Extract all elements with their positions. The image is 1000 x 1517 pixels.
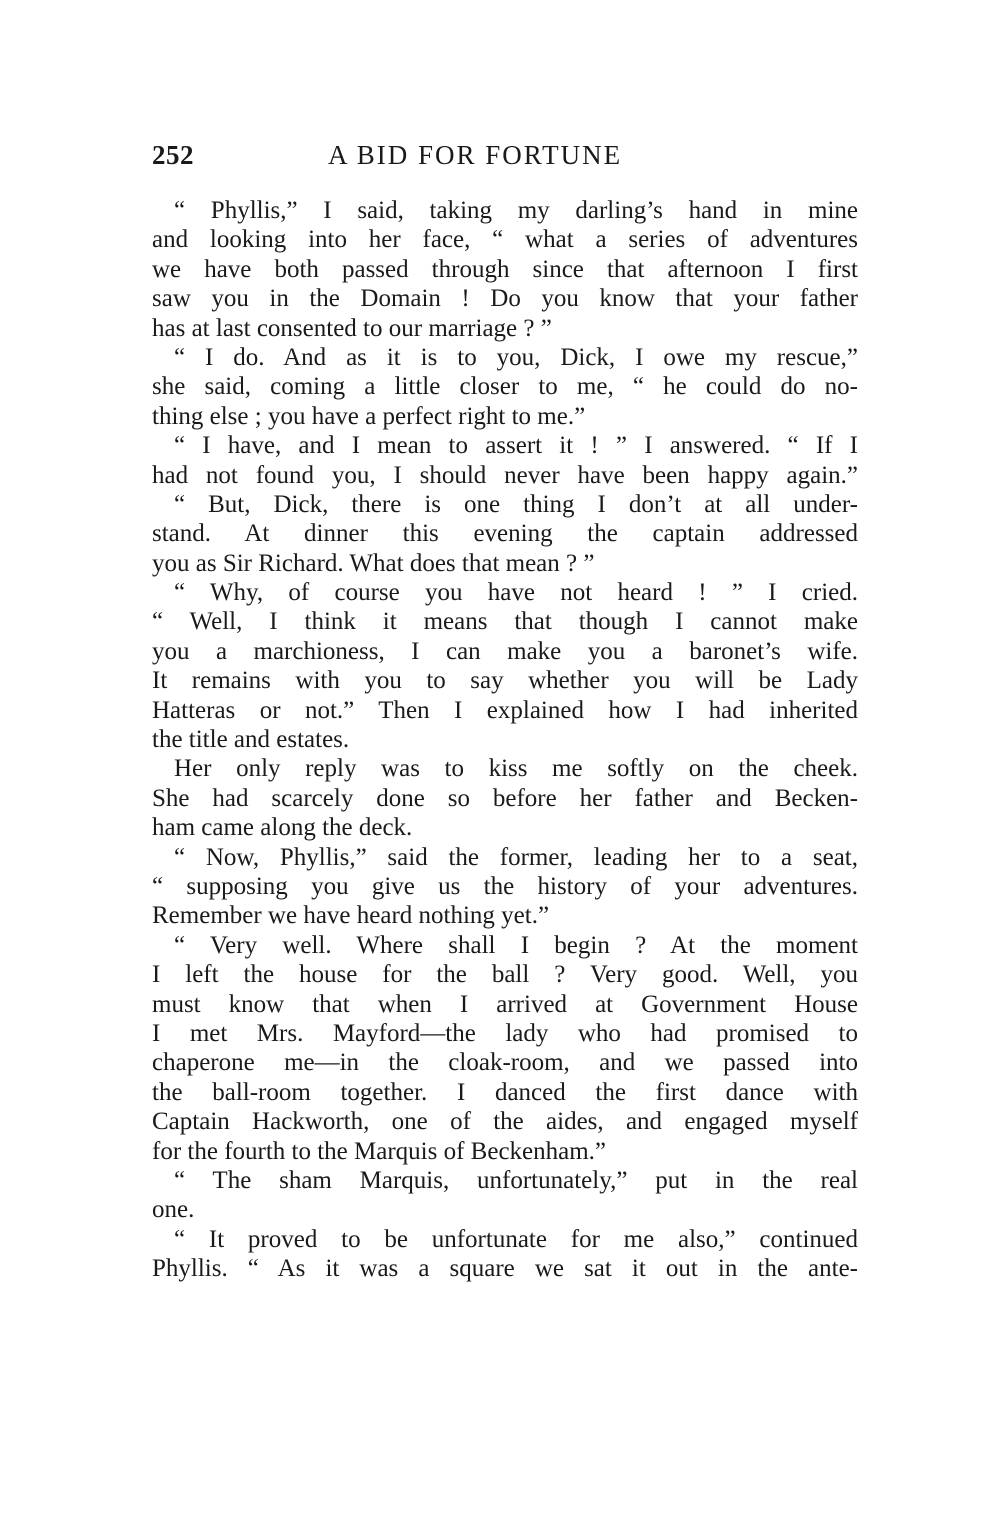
text-line: you as Sir Richard. What does that mean ? ” <box>152 549 595 577</box>
text-line: “ I have, and I mean to assert it ! ” I answered. “ If I <box>174 432 858 460</box>
text-line: for the fourth to the Marquis of Beckenham.” <box>152 1137 607 1165</box>
text-line: and looking into her face, “ what a series of adventures <box>152 226 858 254</box>
text-line: “ But, Dick, there is one thing I don’t at all under- <box>174 490 858 518</box>
text-line: Remember we have heard nothing yet.” <box>152 902 550 930</box>
text-line: “ Very well. Where shall I begin ? At the moment <box>174 931 858 959</box>
text-line: “ It proved to be unfortunate for me also,” continued <box>174 1225 858 1253</box>
text-line: has at last consented to our marriage ? ” <box>152 314 552 342</box>
text-line: saw you in the Domain ! Do you know that your father <box>152 285 858 313</box>
text-line: Her only reply was to kiss me softly on the cheek. <box>174 755 858 783</box>
text-line: I met Mrs. Mayford—the lady who had promised to <box>152 1019 858 1047</box>
text-line: chaperone me—in the cloak-room, and we passed into <box>152 1049 858 1077</box>
text-line: had not found you, I should never have been happy again.” <box>152 461 858 489</box>
text-line: Captain Hackworth, one of the aides, and engaged myself <box>152 1108 858 1136</box>
text-line: must know that when I arrived at Government House <box>152 990 858 1018</box>
text-line: the ball-room together. I danced the first dance with <box>152 1078 858 1106</box>
text-line: one. <box>152 1196 195 1224</box>
text-line: ham came along the deck. <box>152 814 413 842</box>
text-line: you a marchioness, I can make you a baronet’s wife. <box>152 637 858 665</box>
body-text <box>152 196 858 1283</box>
text-line: “ supposing you give us the history of your adventures. <box>152 872 858 900</box>
text-line: “ Well, I think it means that though I cannot make <box>152 608 858 636</box>
text-line: she said, coming a little closer to me, “ he could do no- <box>152 373 858 401</box>
running-head <box>152 140 860 180</box>
text-line: “ The sham Marquis, unfortunately,” put in the real <box>174 1166 858 1194</box>
text-line: Phyllis. “ As it was a square we sat it out in the ante- <box>152 1255 858 1283</box>
text-line: we have both passed through since that afternoon I first <box>152 255 858 283</box>
text-line: thing else ; you have a perfect right to me.” <box>152 402 586 430</box>
text-line: “ Why, of course you have not heard ! ” I cried. <box>174 579 858 607</box>
text-line: I left the house for the ball ? Very good. Well, you <box>152 961 858 989</box>
text-line: It remains with you to say whether you will be Lady <box>152 667 858 695</box>
text-line: stand. At dinner this evening the captain addressed <box>152 520 858 548</box>
text-line: “ Phyllis,” I said, taking my darling’s hand in mine <box>174 197 858 224</box>
text-line: “ Now, Phyllis,” said the former, leading her to a seat, <box>174 843 858 871</box>
text-line: “ I do. And as it is to you, Dick, I owe my rescue,” <box>174 343 858 371</box>
page-number: 252 <box>152 140 194 170</box>
text-line: She had scarcely done so before her father and Becken- <box>152 784 858 812</box>
text-line: the title and estates. <box>152 726 350 754</box>
text-line: Hatteras or not.” Then I explained how I had inherited <box>152 696 858 724</box>
running-title: A BID FOR FORTUNE <box>328 140 623 170</box>
